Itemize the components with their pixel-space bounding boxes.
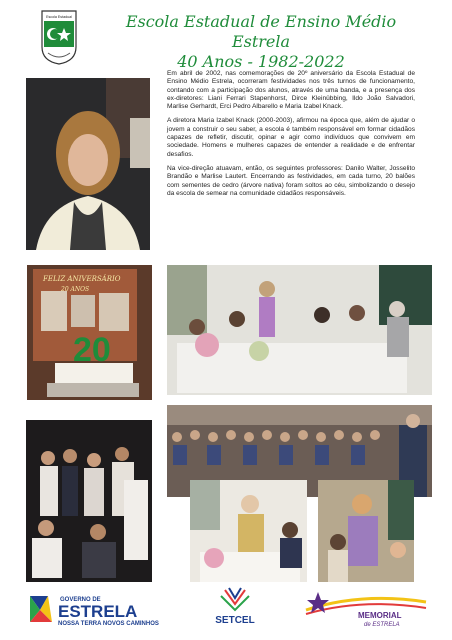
svg-text:Escola Estadual: Escola Estadual: [46, 15, 72, 19]
man-speaking-photo: [190, 480, 307, 582]
portrait-photo: [26, 78, 150, 250]
title-line-2: 40 Anos - 1982-2022: [177, 52, 345, 71]
svg-text:SETCEL: SETCEL: [215, 615, 255, 626]
svg-text:FELIZ ANIVERSÁRIO: FELIZ ANIVERSÁRIO: [43, 275, 121, 283]
svg-text:20: 20: [73, 331, 111, 369]
article-text: [167, 70, 415, 204]
ceremony-table-photo: [167, 265, 432, 395]
svg-text:NOSSA TERRA NOVOS CAMINHOS: NOSSA TERRA NOVOS CAMINHOS: [58, 621, 159, 627]
svg-text:de ESTRELA: de ESTRELA: [364, 622, 400, 628]
paragraph-1: Em abril de 2002, nas comemorações de 20º aniversário da Escola Estadual de Ensino Médio Estrela, ocorreram festividades nos três turnos de funcionamento, contando com a participação dos alunos, através de uma banda, e a presença dos ex-diretores: Liani Ferrari Stapenhorst, Dirce Kleinübbing, Ildo João Salvadori, Marlise Gerhardt, Erci Pedro Albarello e Maria Izabel Knack.: [167, 70, 415, 111]
paragraph-2: A diretora Maria Izabel Knack (2000-2003), afirmou na época que, além de ajudar o jovem a construir o seu saber, a escola é também responsável em formar cidadãos capazes de refletir, discutir, opinar e agir como indivíduos que convivem em sociedade. Homens e mulheres capazes de entender a realidade e de enfrentar desafios.: [167, 117, 415, 158]
woman-microphone-photo: [318, 480, 414, 582]
svg-text:20 ANOS: 20 ANOS: [61, 286, 90, 293]
svg-text:MEMORIAL: MEMORIAL: [358, 611, 402, 620]
students-group-photo: [26, 420, 152, 582]
page-title: [96, 12, 426, 72]
svg-text:GOVERNO DE: GOVERNO DE: [60, 597, 101, 603]
memorial-estrela-logo: [302, 588, 430, 628]
title-line-1: Escola Estadual de Ensino Médio Estrela: [125, 12, 397, 51]
school-crest-logo: [40, 9, 78, 65]
setcel-logo: [205, 586, 265, 630]
cake-photo: [27, 265, 152, 400]
paragraph-3: Na vice-direção atuavam, então, os seguintes professores: Danilo Walter, Josselito Brandão e Marlise Lautert. Encerrando as festividades, em cada turno, 20 balões com sementes de cedro (árvore nativa) foram soltos ao céu, simbolizando o desejo da escola de semear na comunidade cidadãos responsáveis.: [167, 164, 415, 197]
governo-estrela-logo: [28, 592, 168, 628]
svg-text:ESTRELA: ESTRELA: [58, 602, 138, 621]
